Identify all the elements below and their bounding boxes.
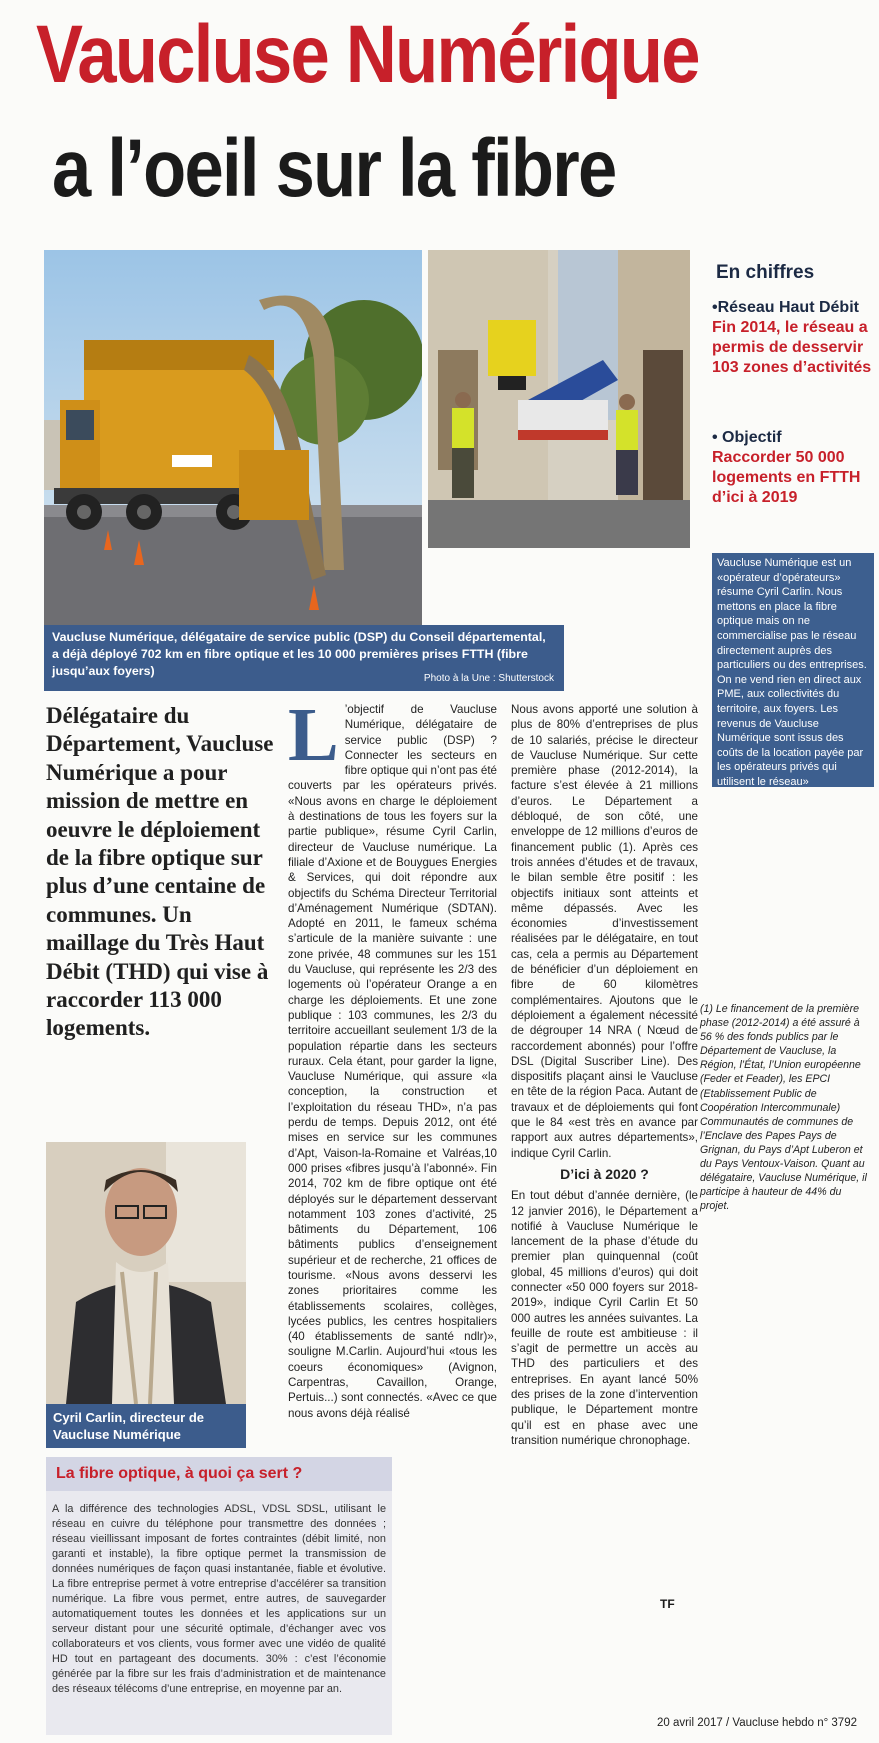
article-col2-text: Nous avons apporté une solution à plus de 80% d’entreprises de plus de 10 salariés, précise le directeur de Vaucluse Numérique. Sur cette première phase (2012-2014), la facture s’est élevée à 21 millions d’euros. Le Département a débloqué, de son côté, une enveloppe de 12 millions d’euros de financement public (1). Après ces trois années d’études et de travaux, le bilan semble être positif : les objectifs initiaux sont atteints et même dépassés. Avec les économies d’investissement réalisées par le délégataire, en tout cas, cela a permis au Département de bénéficier d’un déploiement en fibre de 60 kilomètres complémentaires. Ajoutons que le déploiement a également nécessité de dégrouper 14 NRA ( Nœud de raccordement abonnés) pour l’offre DSL (Digital Suscriber Line). Des dispositifs plaçant ainsi le Vaucluse en tête de la région Paca. Autant de travaux et de déploiements qui font que le 84 «est très en avance par rapport aux autres départements», indique Cyril Carlin. [511,703,698,1160]
chiffre-item-2-lead: • Objectif [712,429,782,446]
photo-caption [44,625,564,691]
article-col2b-text: En tout début d’année dernière, (le 12 janvier 2016), le Département a notifié à Vaucluse Numérique le lancement de la phase d’étude du premier plan quinquennal (coût global, 45 millions d’euros) qui doit connecter «50 000 foyers sur 2018-2019», indique Cyril Carlin Et 50 000 autres les années suivantes. La feuille de route est ambitieuse : il s’agit de permettre un accès au THD des particuliers et des entreprises. En ayant lancé 50% des prises de la zone d’intervention publique, le Département montre qu’il est en phase avec une transition numérique chronophage. [511,1189,698,1447]
portrait-photo [46,1142,246,1404]
page-footer: 20 avril 2017 / Vaucluse hebdo n° 3792 [656,1717,857,1729]
quote-box: Vaucluse Numérique est un «opérateur d’opérateurs» résume Cyril Carlin. Nous mettons en place la fibre optique mais on ne commercialise pas le réseau directement auprès des particuliers ou des entreprises. On ne vend rien en direct aux PME, aux collectivités du territoire, aux foyers. Les revenus de Vaucluse Numérique sont issus des coûts de la location payée par les opérateurs privés qui utilisent le réseau» [712,553,874,787]
footnote: (1) Le financement de la première phase (2012-2014) a été assuré à 56 % des fonds publics par le Département de Vaucluse, la Région, l’État, l’Union européenne (Feder et Feader), les EPCI (Etablissement Public de Coopération Intercommunale) Communautés de communes de l’Enclave des Papes Pays de Grignan, du Pays d’Apt Luberon et du Pays Ventoux-Vaison. Quant au délégataire, Vaucluse Numérique, il participe à hauteur de 44% du projet. [700,1003,867,1213]
signature: TF [660,1597,675,1611]
chiffre-item-2 [712,428,872,508]
workers-photo [428,250,690,548]
dropcap: L [288,693,339,777]
headline-line1: Vaucluse Numérique [36,9,699,100]
truck-photo [44,250,422,626]
article-col1-text: ’objectif de Vaucluse Numérique, délégataire de service public (DSP) ? Connecter les secteurs en fibre optique qui n’ont pas été couverts par les opérateurs privés. «Nous avons en charge le déploiement à destinations de tous les foyers sur la partie publique», résume Cyril Carlin, directeur de Vaucluse numérique. La filiale d’Axione et de Bouygues Energies & Services, qui doit répondre aux objectifs du Schéma Directeur Territorial d’Aménagement Numérique (SDTAN). Adopté en 2011, le fameux schéma s’articule de la manière suivante : une zone privée, 48 communes sur les 151 du Vaucluse, qui représente les 2/3 des logements où l’opérateur Orange a en charge les déploiements. Et une zone publique : 103 communes, les 2/3 du territoire accueillant seulement 1/3 de la population répartie dans les secteurs ruraux. Cela étant, pour garder la ligne, Vaucluse Numérique, qui assure «la conception, la construction et l’exploitation du réseau THD», n’a pas perdu de temps. Depuis 2012, ont été mises en service sur les communes d’Apt, Vaison-la-Romaine et Valréas,10 000 prises «fibres jusqu’à l’abonné». Fin 2014, 702 km de fibre optique ont été déployés sur le département desservant notamment 103 zones d’activité, 25 bâtiments du Département, 106 bâtiments publics d’enseignement supérieur et de recherche, 21 offices de tourisme. «Nous avons desservi les zones prioritaires comme les établissements scolaires, collèges, lycées publics, les centres hospitaliers (40 établissements de santé ndlr)», souligne M.Carlin. Aujourd’hui «tous les coeurs économiques» (Avignon, Carpentras, Cavaillon, Orange, Pertuis...) sont connectés. «Avec ce que nous avons déjà réalisé [288,703,497,1420]
chiffres-title: En chiffres [716,262,815,283]
subhead-2020: D’ici à 2020 ? [560,1165,649,1182]
photo-credit: Photo à la Une : Shutterstock [423,673,554,684]
portrait-caption: Cyril Carlin, directeur de Vaucluse Numérique [46,1404,246,1448]
fibre-box-title: La fibre optique, à quoi ça sert ? [46,1457,392,1491]
article-column-1 [288,693,497,1421]
headline-line2: a l’oeil sur la fibre [52,123,616,214]
intro-lede: Délégataire du Département, Vaucluse Numérique a pour mission de mettre en oeuvre le déploiement de la fibre optique sur plus d’une centaine de communes. Un maillage du Très Haut Débit (THD) qui vise à raccorder 113 000 logements. [46,703,274,1041]
photo-caption-text: Vaucluse Numérique, délégataire de service public (DSP) du Conseil départemental, a déjà déployé 702 km en fibre optique et les 10 000 premières prises FTTH (fibre jusqu’aux foyers) [52,630,546,678]
article-column-2 [511,702,698,1448]
chiffre-item-1 [712,298,872,378]
chiffre-item-1-lead: •Réseau Haut Débit [712,299,859,316]
chiffre-item-1-body: Fin 2014, le réseau a permis de desservir 103 zones d’activités [712,319,872,376]
fibre-box-text: A la différence des technologies ADSL, VDSL SDSL, utilisant le réseau en cuivre du téléphone pour transmettre des données ; réseau vieillissant imposant de fortes contraintes (débit limité, non garanti et instable), la fibre optique permet la transmission de données numériques de façon quasi instantanée, fiable et évolutive. La fibre entreprise permet à votre entreprise d’accélérer sa transition numérique. La fibre vous permet, entre autres, de sauvegarder automatiquement toutes les données et les applications sur un serveur distant pour une sécurité optimale, d’échanger avec vos collaborateurs et vos clients, vous former avec une vidéo de qualité HD tout en partageant des documents. 30% : c’est l’économie générée par la fibre sur les frais d’administration et de maintenance des réseaux télécoms d’une entreprise, en moyenne par an. [52,1503,386,1695]
chiffre-item-2-body: Raccorder 50 000 logements en FTTH d’ici à 2019 [712,449,861,506]
